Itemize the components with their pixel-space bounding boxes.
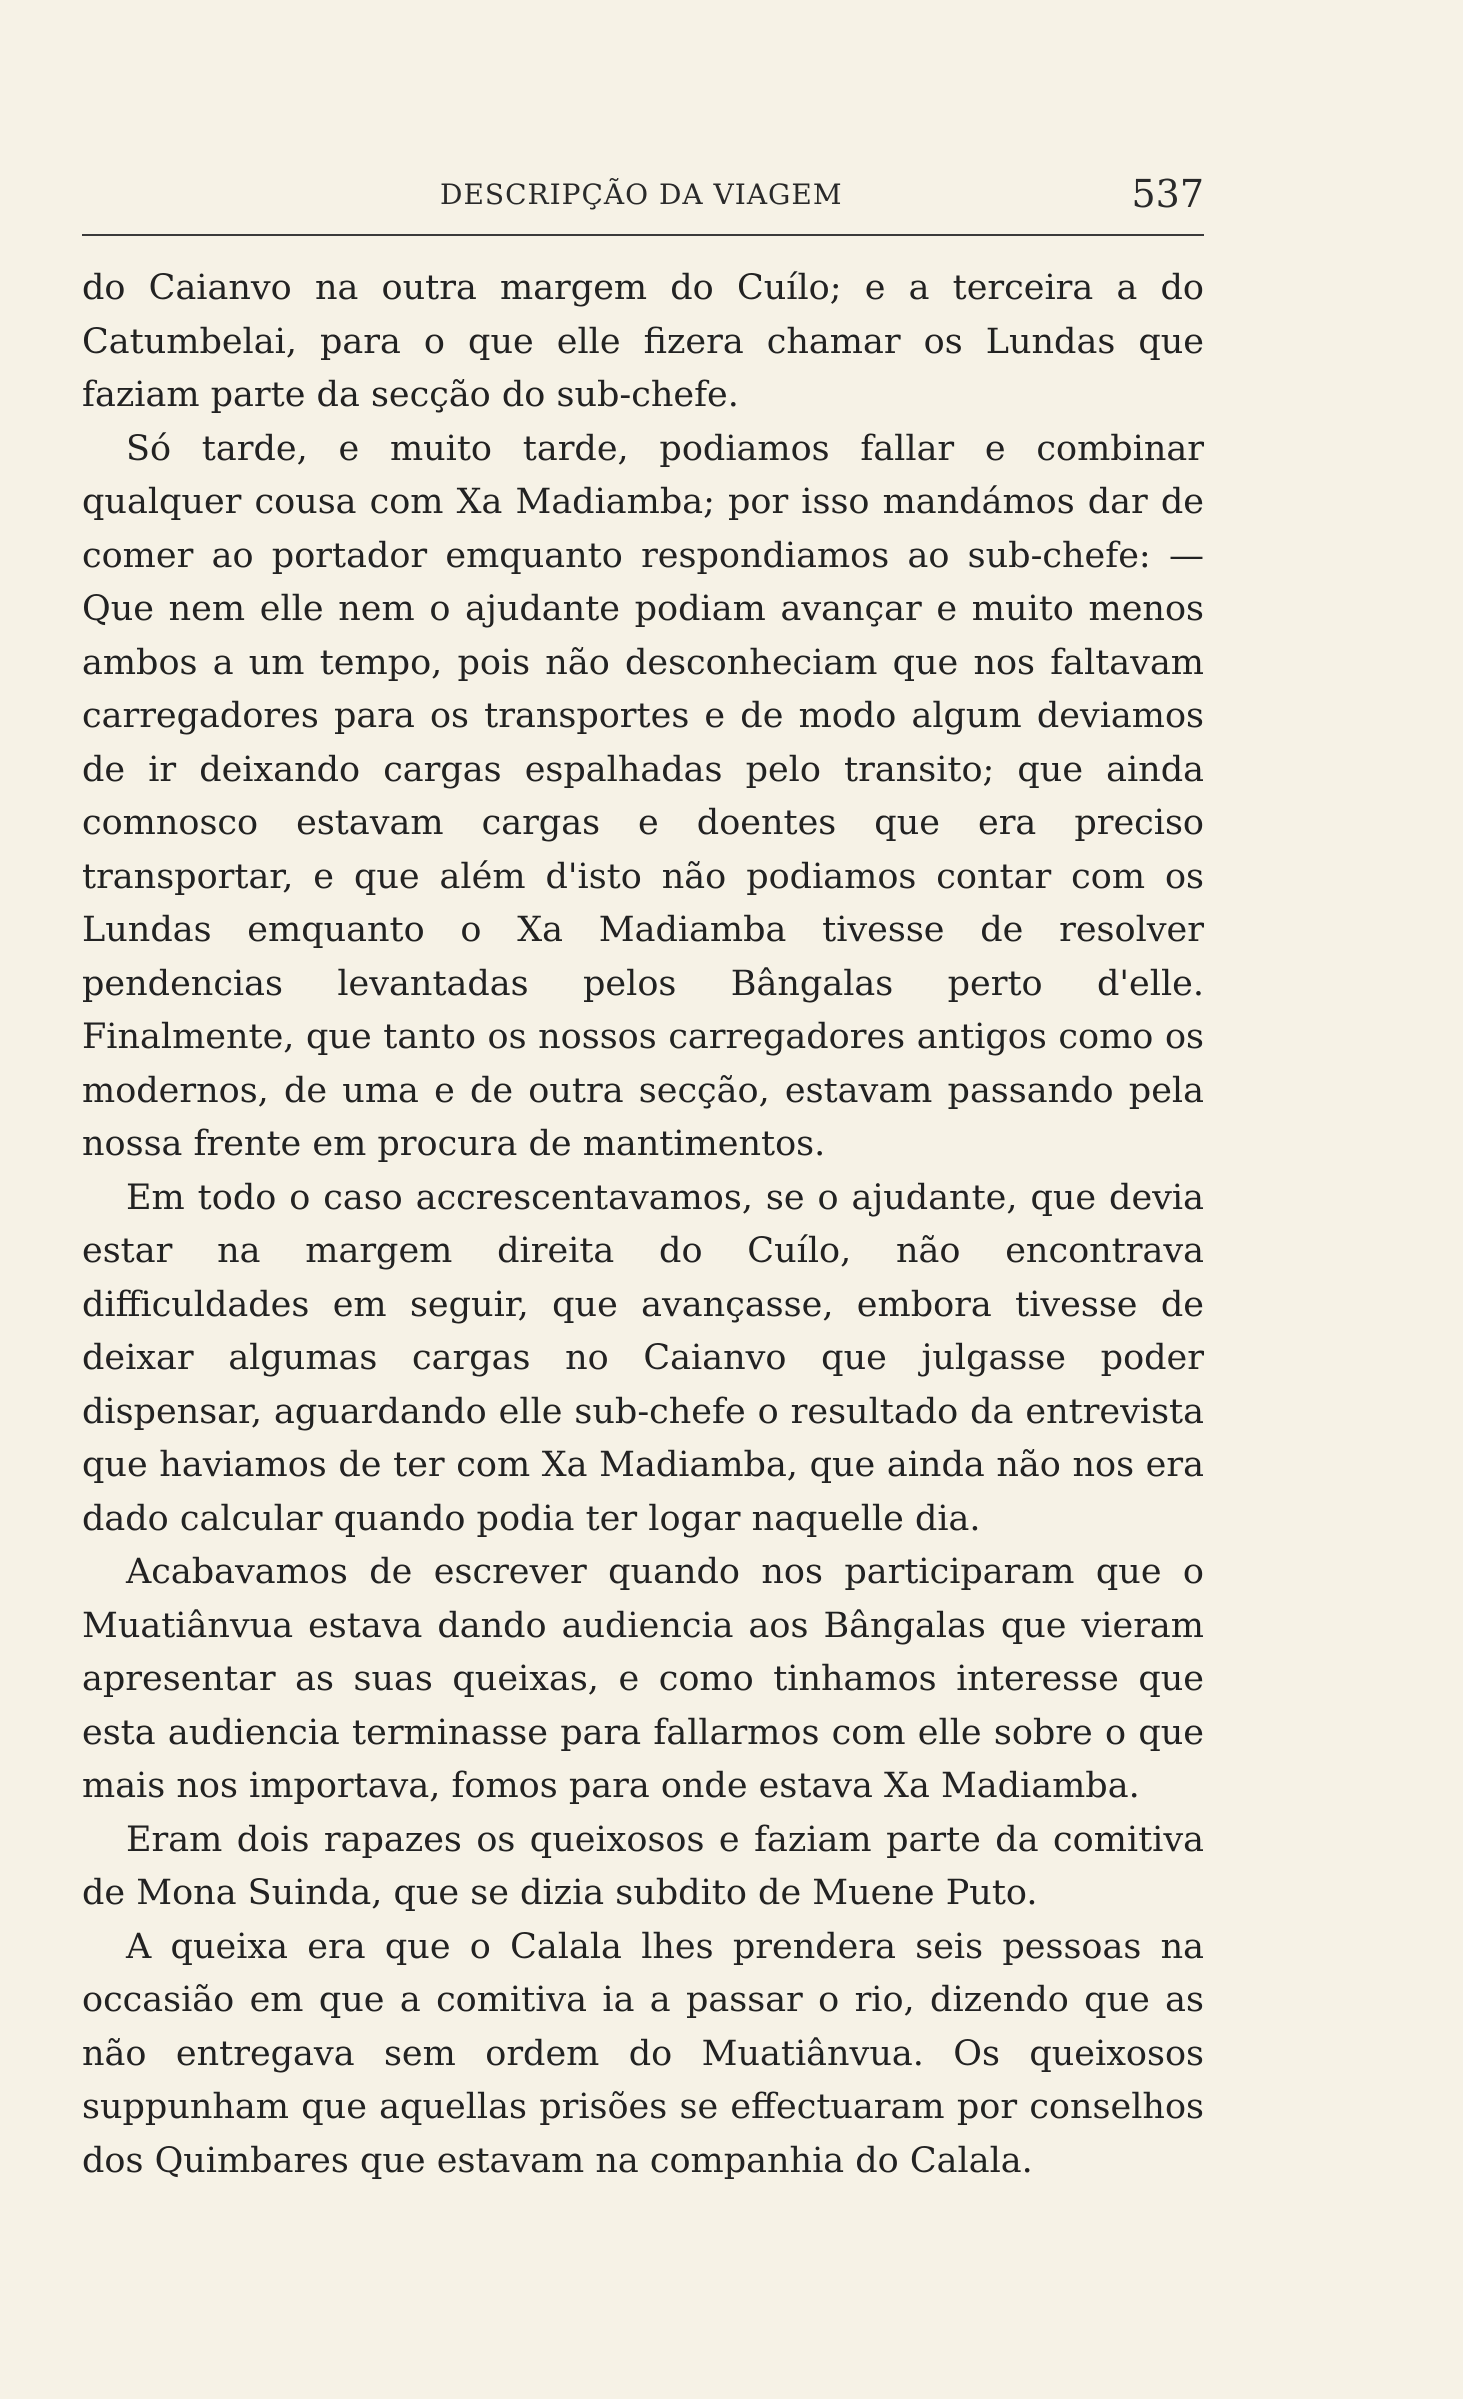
page-header <box>82 168 1204 228</box>
paragraph-4: Acabavamos de escrever quando nos participaram que o Muatiânvua estava dando audiencia aos Bângalas que vieram apresentar as suas queixas, e como tinhamos interesse que esta audiencia terminasse para fallarmos com elle sobre o que mais nos importava, fomos para onde estava Xa Madiamba. <box>82 1552 1204 1806</box>
paragraph-2: Só tarde, e muito tarde, podiamos fallar e combinar qualquer cousa com Xa Madiamba; por isso mandámos dar de comer ao portador emquanto respondiamos ao sub-chefe: — Que nem elle nem o ajudante podiam avançar e muito menos ambos a um tempo, pois não desconheciam que nos faltavam carregadores para os transportes e de modo algum deviamos de ir deixando cargas espalhadas pelo transito; que ainda comnosco estavam cargas e doentes que era preciso transportar, e que além d'isto não podiamos contar com os Lundas emquanto o Xa Madiamba tivesse de resolver pendencias levantadas pelos Bângalas perto d'elle. Finalmente, que tanto os nossos carregadores antigos como os modernos, de uma e de outra secção, estavam passando pela nossa frente em procura de mantimentos. <box>82 428 1204 1164</box>
header-rule <box>82 234 1204 236</box>
body-text <box>82 262 1204 2188</box>
paragraph-1: do Caianvo na outra margem do Cuílo; e a terceira a do Catumbelai, para o que elle fizera chamar os Lundas que faziam parte da secção do sub-chefe. <box>82 268 1204 415</box>
running-head: DESCRIPÇÃO DA VIAGEM <box>440 178 843 211</box>
paragraph-5: Eram dois rapazes os queixosos e faziam parte da comitiva de Mona Suinda, que se dizia subdito de Muene Puto. <box>82 1819 1204 1913</box>
paragraph-6: A queixa era que o Calala lhes prendera seis pessoas na occasião em que a comitiva ia a passar o rio, dizendo que as não entregava sem ordem do Muatiânvua. Os queixosos suppunham que aquellas prisões se effectuaram por conselhos dos Quimbares que estavam na companhia do Calala. <box>82 1926 1204 2181</box>
paragraph-3: Em todo o caso accrescentavamos, se o ajudante, que devia estar na margem direita do Cuílo, não encontrava difficuldades em seguir, que avançasse, embora tivesse de deixar algumas cargas no Caianvo que julgasse poder dispensar, aguardando elle sub-chefe o resultado da entrevista que haviamos de ter com Xa Madiamba, que ainda não nos era dado calcular quando podia ter logar naquelle dia. <box>82 1177 1204 1539</box>
page-number: 537 <box>1131 172 1204 216</box>
